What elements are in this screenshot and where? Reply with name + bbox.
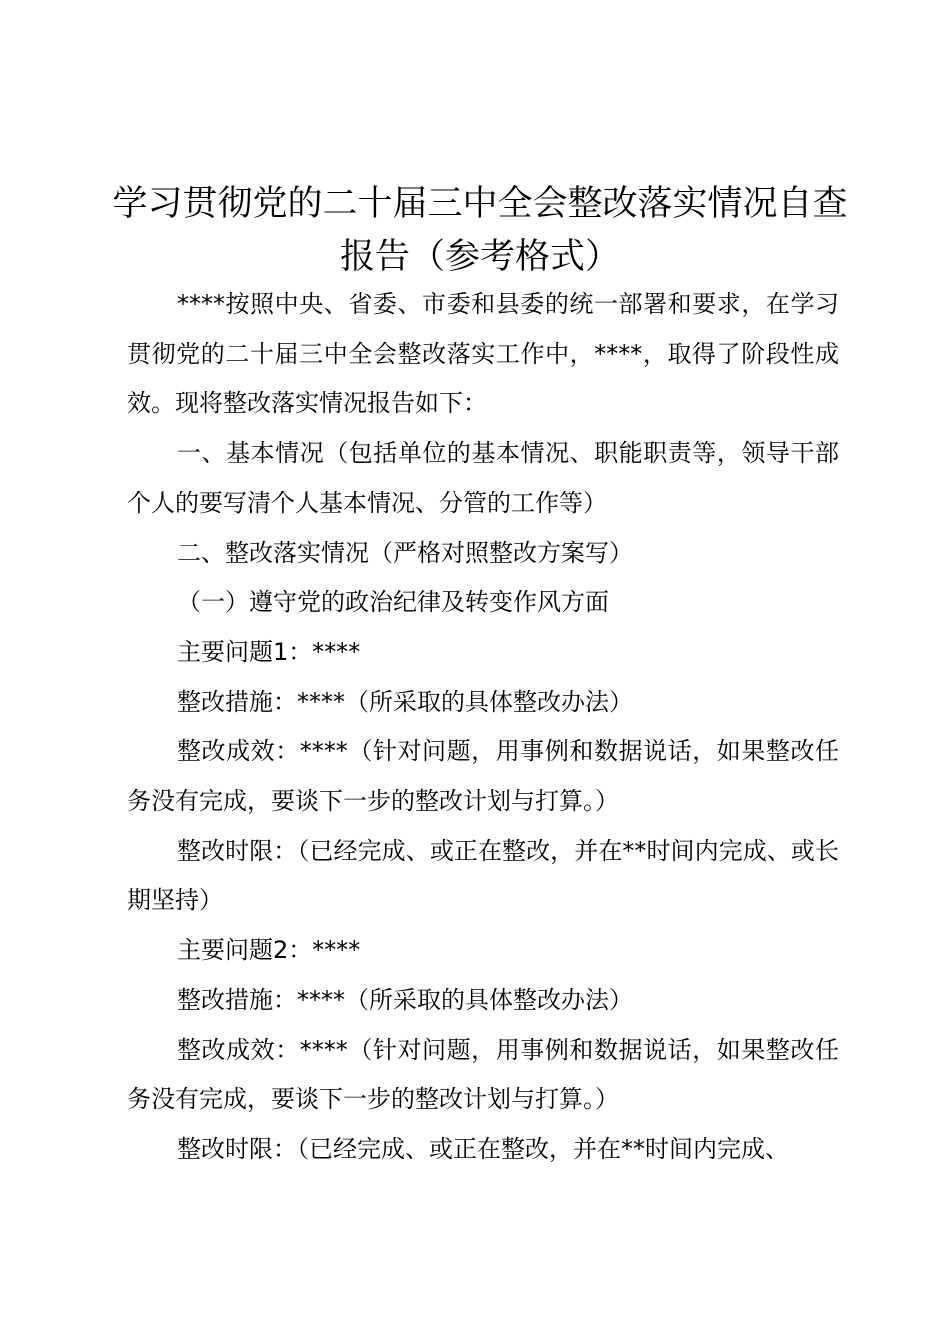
paragraph-intro: ****按照中央、省委、市委和县委的统一部署和要求，在学习贯彻党的二十届三中全会整改落实工作中，****，取得了阶段性成效。现将整改落实情况报告如下：	[127, 290, 839, 418]
paragraph-section-2: 二、整改落实情况（严格对照整改方案写）	[177, 538, 633, 567]
paragraph-measures-1: 整改措施：****（所采取的具体整改办法）	[177, 687, 633, 716]
paragraph-problem-2: 主要问题2：****	[177, 936, 361, 965]
document-body	[127, 280, 839, 1175]
paragraph-section-1: 一、基本情况（包括单位的基本情况、职能职责等，领导干部个人的要写清个人基本情况、分管的工作等）	[127, 439, 839, 517]
paragraph-results-1: 整改成效：****（针对问题，用事例和数据说话，如果整改任务没有完成，要谈下一步的整改计划与打算。）	[127, 737, 839, 816]
paragraph-deadline-1: 整改时限：（已经完成、或正在整改，并在**时间内完成、或长期坚持）	[127, 836, 839, 915]
document-title: 学习贯彻党的二十届三中全会整改落实情况自查报告（参考格式）	[112, 184, 848, 277]
paragraph-results-2: 整改成效：****（针对问题，用事例和数据说话，如果整改任务没有完成，要谈下一步的整改计划与打算。）	[127, 1035, 839, 1114]
paragraph-measures-2: 整改措施：****（所采取的具体整改办法）	[177, 985, 633, 1014]
paragraph-problem-1: 主要问题1：****	[177, 637, 361, 666]
paragraph-deadline-2: 整改时限：（已经完成、或正在整改，并在**时间内完成、	[177, 1134, 789, 1163]
paragraph-subsection-1: （一）遵守党的政治纪律及转变作风方面	[177, 588, 609, 617]
